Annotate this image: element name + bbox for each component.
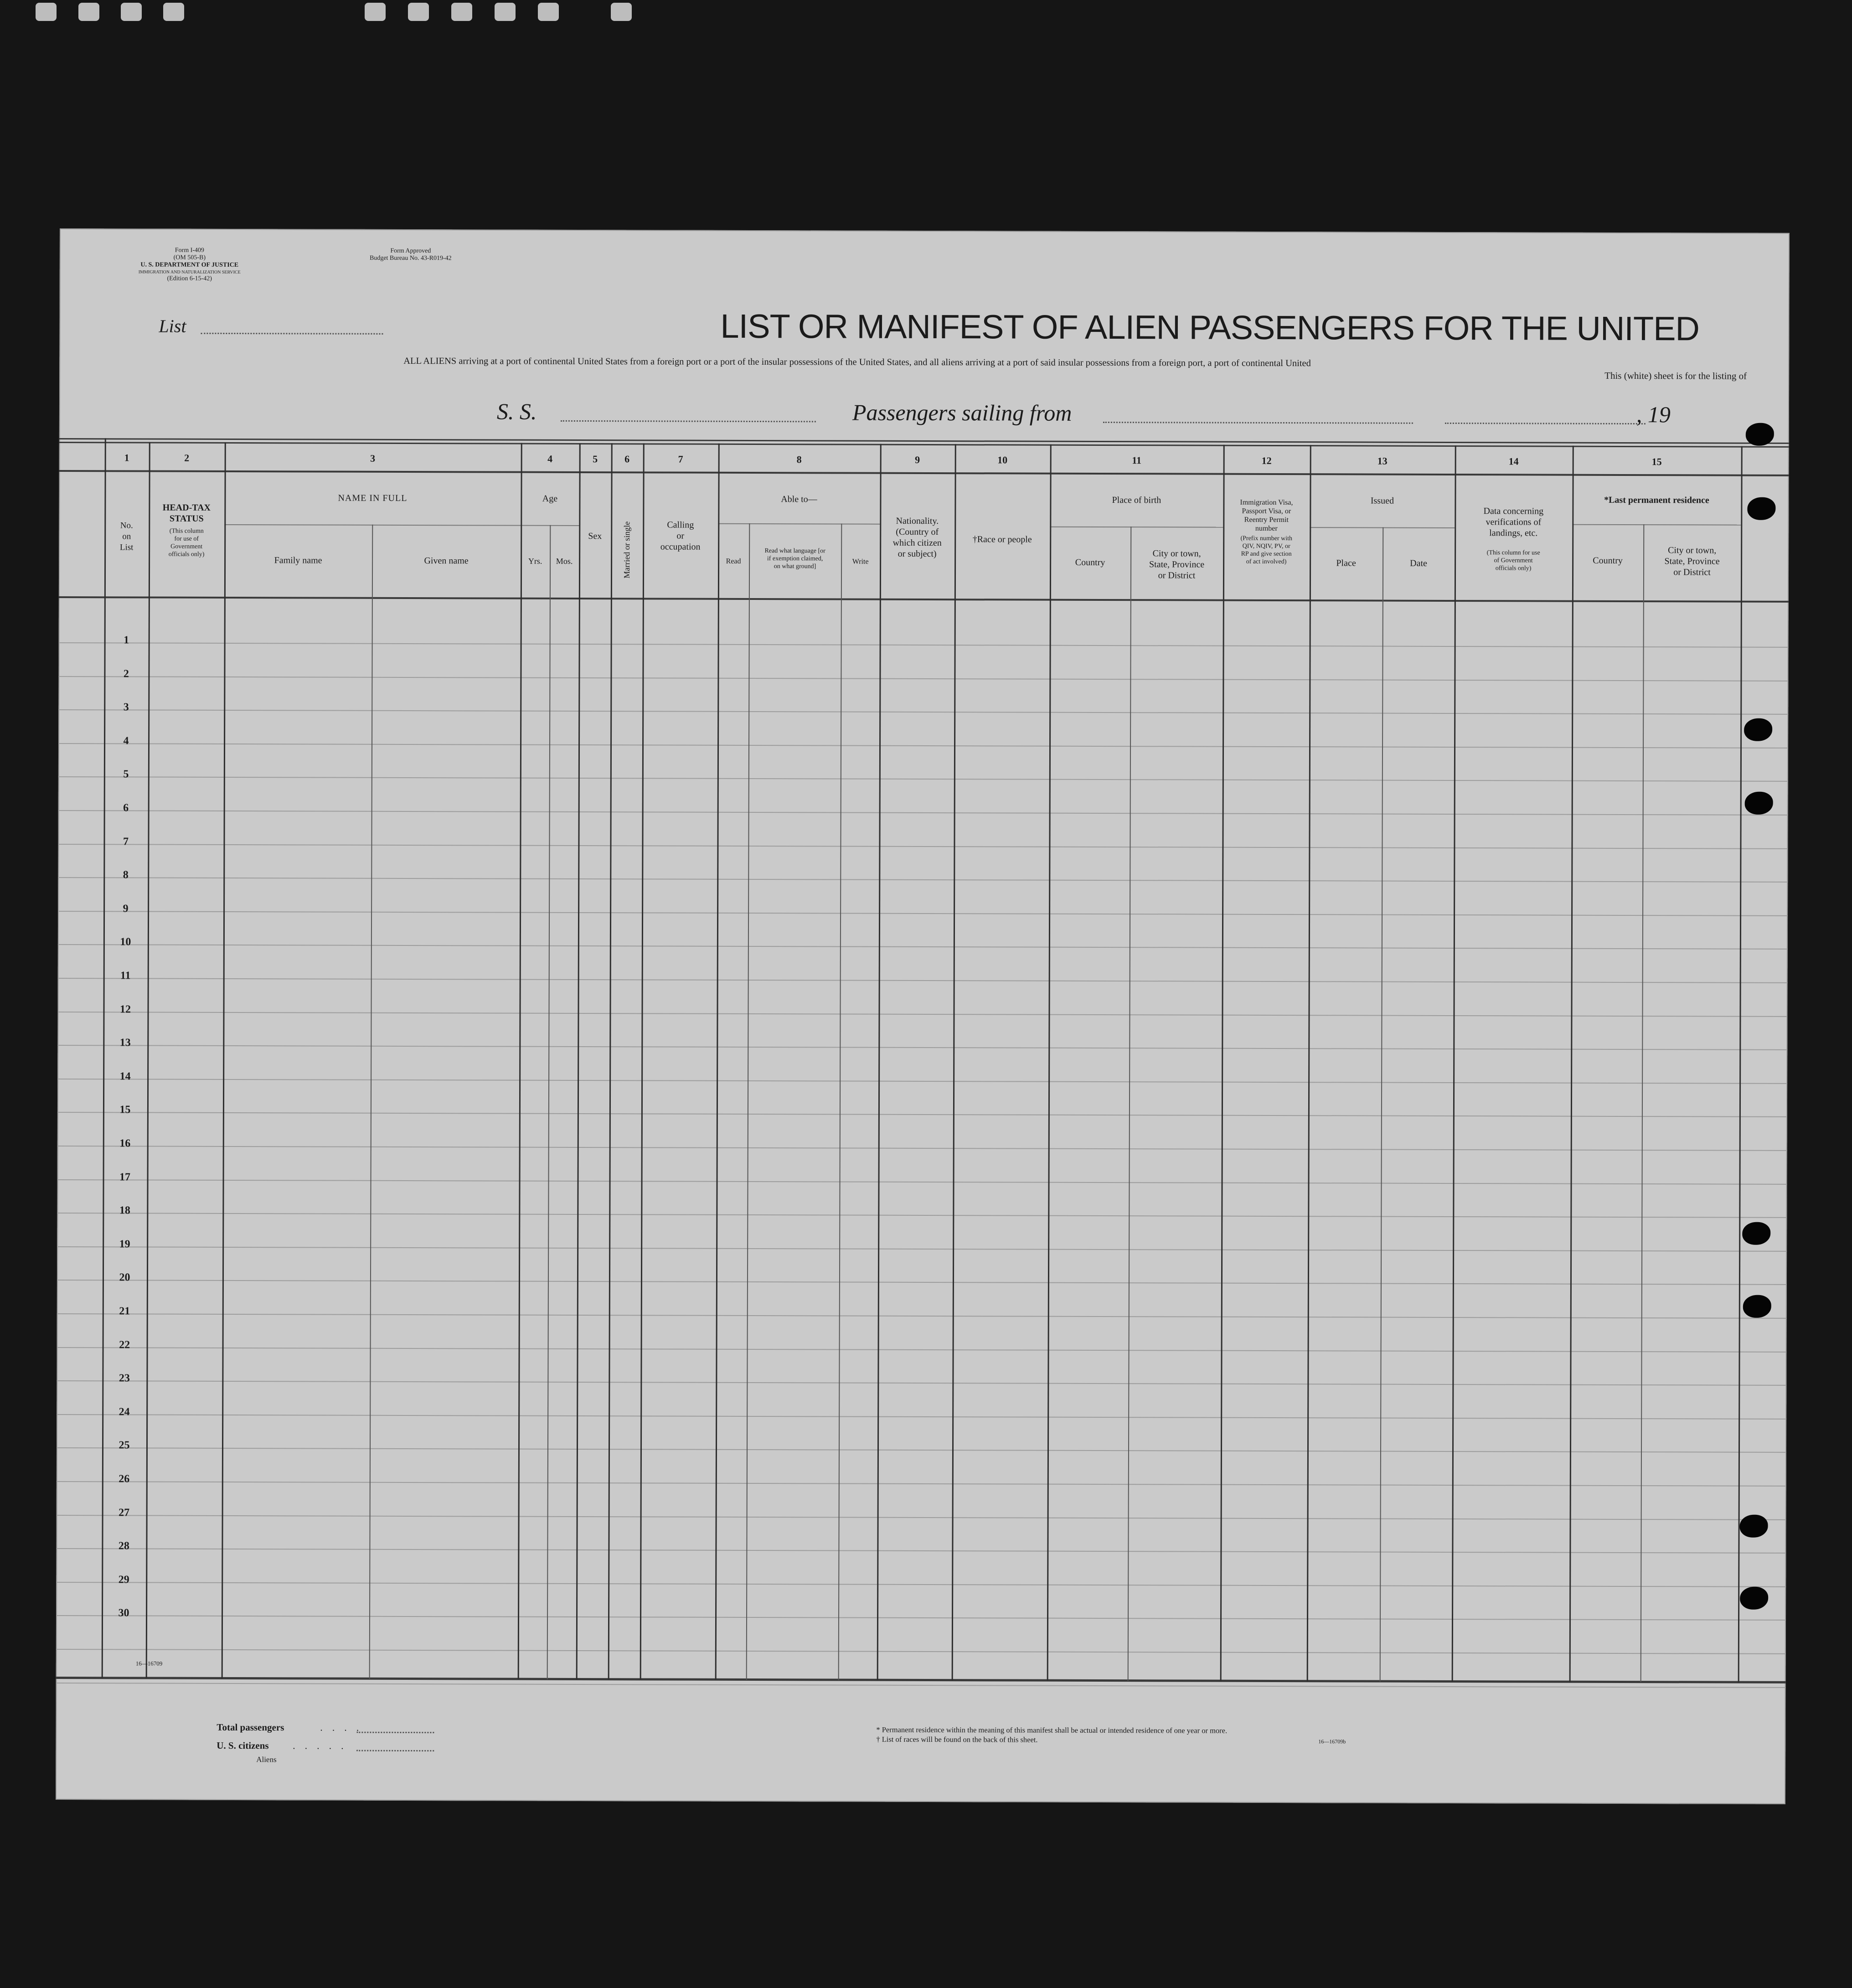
col-number: 6 bbox=[624, 453, 630, 465]
list-label: List bbox=[159, 315, 186, 336]
rule-colnums bbox=[59, 470, 1789, 476]
header-head-tax-note: (This column for use of Government officials only) bbox=[168, 527, 205, 558]
service: IMMIGRATION AND NATURALIZATION SERVICE bbox=[138, 269, 241, 275]
header-head-tax: HEAD-TAX STATUS bbox=[162, 502, 211, 524]
header-birth-country: Country bbox=[1075, 557, 1105, 568]
row-rule bbox=[58, 944, 1788, 950]
rule-header-bottom bbox=[59, 596, 1789, 603]
rule-residence-sub bbox=[1572, 524, 1741, 526]
leader-dots: . . . . bbox=[320, 1722, 363, 1733]
row-rule bbox=[58, 911, 1788, 916]
col-line bbox=[640, 443, 645, 1679]
col-number: 7 bbox=[678, 453, 683, 465]
page-title: LIST OR MANIFEST OF ALIEN PASSENGERS FOR THE UNITED bbox=[720, 307, 1700, 348]
header-married: Married or single bbox=[622, 521, 632, 578]
col-line bbox=[369, 525, 373, 1679]
col-line bbox=[576, 443, 581, 1679]
row-rule bbox=[58, 877, 1788, 883]
col-number: 1 bbox=[124, 452, 129, 464]
row-number: 8 bbox=[123, 869, 129, 881]
row-number: 27 bbox=[119, 1507, 130, 1519]
total-passengers-field[interactable] bbox=[356, 1732, 434, 1733]
header-read: Read bbox=[726, 557, 741, 565]
rule-able-sub bbox=[718, 523, 880, 525]
row-number: 25 bbox=[119, 1439, 130, 1451]
row-rule bbox=[57, 1447, 1786, 1453]
col-line bbox=[1220, 445, 1225, 1681]
row-rule bbox=[57, 1112, 1787, 1117]
row-rule bbox=[56, 1683, 1786, 1688]
header-read-language: Read what language [or if exemption claimed, on what ground] bbox=[764, 547, 825, 570]
col-line bbox=[1640, 524, 1645, 1682]
row-number: 3 bbox=[123, 701, 129, 713]
row-number: 1 bbox=[124, 634, 129, 646]
row-number: 22 bbox=[119, 1339, 130, 1351]
header-data-concerning: Data concerning verifications of landings, etc. bbox=[1483, 506, 1544, 538]
col-line bbox=[1047, 444, 1052, 1681]
form-number: Form I-409 bbox=[175, 247, 204, 254]
col-number: 8 bbox=[796, 454, 802, 465]
list-field[interactable] bbox=[201, 333, 383, 335]
row-number: 20 bbox=[119, 1271, 130, 1284]
row-number: 30 bbox=[118, 1607, 129, 1619]
subtitle-line1: ALL ALIENS arriving at a port of continental United States from a foreign port or a port of the insular possessions of the United States, and all aliens arriving at a port of said insular possessions from a foreign port, a port of continental United bbox=[403, 356, 1311, 369]
punch-hole bbox=[1742, 1222, 1770, 1245]
row-number: 17 bbox=[119, 1171, 131, 1183]
row-rule bbox=[58, 676, 1788, 682]
date-field[interactable] bbox=[1445, 423, 1646, 424]
punch-hole bbox=[1743, 1295, 1771, 1318]
row-rule bbox=[58, 743, 1788, 749]
note-races: † List of races will be found on the back of this sheet. bbox=[876, 1735, 1038, 1744]
col-line bbox=[146, 442, 150, 1678]
header-immigration-visa: Immigration Visa, Passport Visa, or Reentry Permit number bbox=[1240, 498, 1293, 532]
row-rule bbox=[58, 810, 1788, 816]
header-date: Date bbox=[1410, 558, 1427, 568]
col-number: 11 bbox=[1132, 454, 1142, 466]
row-rule bbox=[57, 1280, 1787, 1285]
col-line bbox=[547, 525, 551, 1679]
row-rule bbox=[57, 1012, 1787, 1017]
col-number: 3 bbox=[370, 452, 376, 464]
ss-label: S. S. bbox=[496, 398, 537, 424]
punch-hole bbox=[1747, 497, 1775, 520]
row-number: 28 bbox=[118, 1540, 129, 1552]
row-rule bbox=[56, 1548, 1786, 1554]
row-number: 4 bbox=[123, 735, 129, 747]
us-citizens-field[interactable] bbox=[356, 1750, 434, 1751]
row-number: 6 bbox=[123, 802, 129, 814]
note-residence: * Permanent residence within the meaning of this manifest shall be actual or intended residence of one year or more. bbox=[876, 1725, 1228, 1735]
sailing-field[interactable] bbox=[1103, 422, 1413, 424]
row-rule bbox=[57, 1481, 1786, 1487]
form-approved: Form Approved bbox=[390, 247, 431, 255]
row-number: 16 bbox=[119, 1137, 131, 1150]
col-line bbox=[877, 444, 882, 1680]
row-number: 19 bbox=[119, 1238, 130, 1250]
col-line bbox=[102, 438, 106, 1678]
col-line bbox=[1307, 445, 1311, 1681]
row-number: 5 bbox=[123, 768, 129, 780]
col-number: 4 bbox=[547, 453, 553, 465]
header-place-of-birth: Place of birth bbox=[1112, 495, 1161, 506]
col-line bbox=[952, 444, 956, 1680]
row-number: 11 bbox=[120, 970, 131, 982]
col-line bbox=[1569, 446, 1574, 1682]
row-number: 24 bbox=[119, 1406, 130, 1418]
sailing-label: Passengers sailing from bbox=[852, 399, 1072, 426]
row-rule bbox=[57, 1414, 1786, 1420]
header-place: Place bbox=[1336, 558, 1356, 568]
total-passengers-label: Total passengers bbox=[217, 1721, 284, 1733]
aliens-label: Aliens bbox=[256, 1755, 277, 1764]
row-number: 9 bbox=[123, 903, 129, 915]
row-rule bbox=[58, 776, 1788, 782]
row-rule bbox=[58, 709, 1788, 715]
film-edge bbox=[0, 0, 1852, 32]
year-label: , 19 bbox=[1636, 402, 1671, 428]
col-number: 15 bbox=[1651, 456, 1662, 468]
row-rule bbox=[57, 1146, 1787, 1151]
row-rule bbox=[57, 1179, 1787, 1185]
col-line bbox=[1380, 527, 1384, 1682]
row-number: 12 bbox=[119, 1003, 131, 1016]
row-number: 18 bbox=[119, 1204, 130, 1217]
row-rule bbox=[56, 1582, 1786, 1587]
header-residence-country: Country bbox=[1593, 555, 1623, 566]
us-citizens-label: U. S. citizens bbox=[217, 1740, 269, 1751]
row-number: 10 bbox=[120, 936, 131, 948]
row-number: 26 bbox=[119, 1473, 130, 1485]
row-number: 21 bbox=[119, 1305, 130, 1317]
department: U. S. DEPARTMENT OF JUSTICE bbox=[140, 261, 239, 269]
row-number: 15 bbox=[119, 1104, 131, 1116]
punch-hole bbox=[1746, 423, 1774, 446]
row-number: 13 bbox=[119, 1037, 131, 1049]
header-given-name: Given name bbox=[424, 556, 469, 566]
col-line bbox=[222, 442, 226, 1678]
header-data-note: (This column for use of Government officials only) bbox=[1486, 549, 1540, 572]
header-name-in-full: NAME IN FULL bbox=[338, 493, 408, 503]
row-number: 2 bbox=[123, 668, 129, 680]
col-line bbox=[608, 443, 613, 1679]
ss-field[interactable] bbox=[561, 420, 816, 422]
row-rule bbox=[57, 1079, 1787, 1084]
header-age: Age bbox=[542, 493, 558, 504]
punch-hole bbox=[1739, 1515, 1768, 1538]
row-number: 14 bbox=[119, 1070, 131, 1083]
col-number: 14 bbox=[1508, 455, 1519, 467]
manifest-sheet bbox=[56, 228, 1790, 1804]
header-race: †Race or people bbox=[972, 534, 1032, 545]
col-line bbox=[518, 443, 522, 1679]
om-number: (OM 505-B) bbox=[173, 254, 206, 261]
row-rule bbox=[56, 1649, 1786, 1654]
col-line bbox=[1738, 446, 1743, 1683]
header-issued: Issued bbox=[1370, 496, 1394, 506]
printer-code: 16—16709 bbox=[135, 1660, 163, 1667]
col-line bbox=[838, 523, 842, 1680]
row-rule bbox=[58, 978, 1788, 983]
header-mos: Mos. bbox=[556, 556, 573, 566]
punch-hole bbox=[1745, 792, 1773, 815]
punch-hole bbox=[1740, 1587, 1768, 1610]
header-birth-city: City or town, State, Province or District bbox=[1149, 548, 1205, 581]
leader-dots: . . . . . bbox=[293, 1740, 347, 1751]
row-rule bbox=[56, 1615, 1786, 1621]
header-nationality: Nationality. (Country of which citizen or subject) bbox=[892, 516, 942, 559]
row-rules bbox=[60, 228, 1790, 233]
row-rule bbox=[57, 1045, 1787, 1050]
row-rule bbox=[57, 1380, 1786, 1386]
header-last-residence: *Last permanent residence bbox=[1604, 495, 1709, 506]
rule-issued-sub bbox=[1310, 527, 1455, 528]
col-line bbox=[1452, 445, 1456, 1682]
row-rule bbox=[57, 1347, 1787, 1353]
col-line bbox=[746, 523, 750, 1680]
row-rule bbox=[58, 844, 1788, 849]
col-number: 2 bbox=[184, 452, 190, 464]
col-number: 13 bbox=[1377, 455, 1388, 467]
col-line bbox=[715, 444, 720, 1680]
header-immigration-note: (Prefix number with QIV, NQIV, PV, or RP and give section of act involved) bbox=[1240, 535, 1293, 566]
col-number: 10 bbox=[997, 454, 1008, 466]
printer-code-right: 16—16709b bbox=[1318, 1738, 1346, 1745]
header-residence-city: City or town, State, Province or District bbox=[1664, 545, 1720, 578]
header-write: Write bbox=[852, 558, 869, 566]
header-family-name: Family name bbox=[274, 555, 322, 566]
row-rule bbox=[57, 1213, 1787, 1218]
header-sex: Sex bbox=[588, 531, 602, 542]
row-rule bbox=[57, 1515, 1786, 1520]
col-number: 5 bbox=[593, 453, 598, 465]
col-number: 12 bbox=[1261, 454, 1272, 466]
row-number: 7 bbox=[123, 836, 129, 848]
header-calling: Calling or occupation bbox=[660, 520, 701, 552]
row-rule bbox=[59, 642, 1789, 648]
row-number: 29 bbox=[118, 1574, 129, 1586]
col-number: 9 bbox=[915, 454, 920, 465]
rule-table-bottom bbox=[56, 1677, 1786, 1683]
col-line bbox=[1128, 527, 1132, 1681]
budget-bureau: Budget Bureau No. 43-R019-42 bbox=[369, 254, 452, 262]
rule-birth-sub bbox=[1050, 527, 1223, 528]
header-no-on-list: No. on List bbox=[119, 521, 134, 553]
header-able-to: Able to— bbox=[781, 494, 817, 505]
row-number: 23 bbox=[119, 1372, 130, 1384]
punch-hole bbox=[1744, 718, 1772, 741]
edition: (Edition 6-15-42) bbox=[167, 275, 212, 282]
subtitle-line2: This (white) sheet is for the listing of bbox=[1604, 370, 1747, 382]
row-rule bbox=[57, 1313, 1787, 1319]
header-yrs: Yrs. bbox=[528, 556, 542, 566]
row-rule bbox=[57, 1246, 1787, 1252]
